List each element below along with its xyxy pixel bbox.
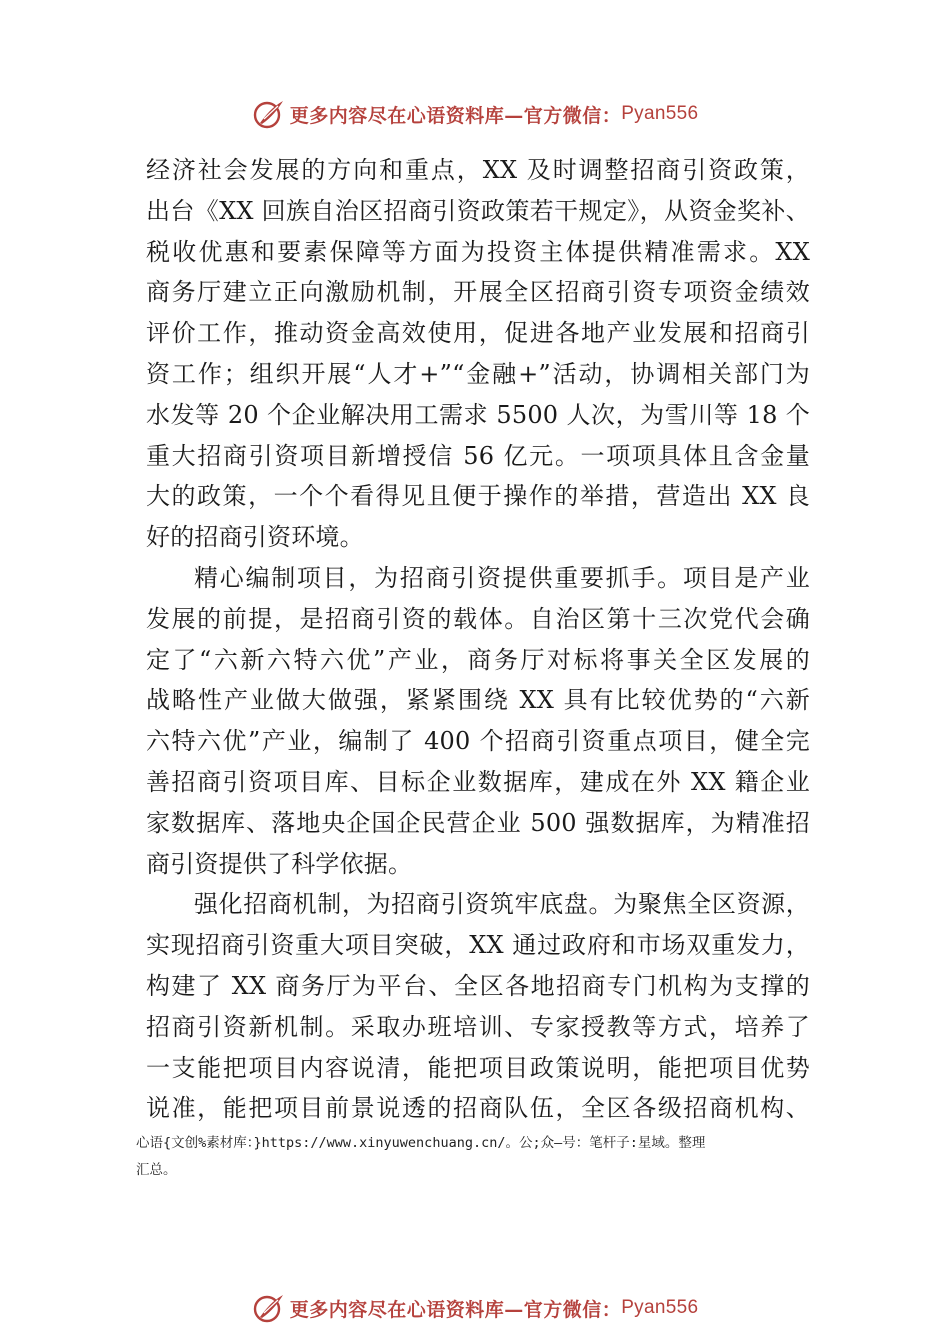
text-line: 定了“六新六特六优”产业，商务厅对标将事关全区发展的	[146, 645, 810, 674]
footnote-line: 心语{文创%素材库：}https://www.xinyuwenchuang.cn/。公;众—号：笔杆子:星域。整理	[136, 1135, 706, 1151]
source-footnote	[136, 1130, 836, 1184]
text-line: 实现招商引资重大项目突破，XX 通过政府和市场双重发力，	[146, 931, 810, 960]
wechat-id: Pyan556	[621, 1297, 699, 1318]
text-line: 评价工作，推动资金高效使用，促进各地产业发展和招商引	[146, 319, 810, 348]
text-line: 招商引资新机制。采取办班培训、专家授教等方式，培养了	[146, 1012, 810, 1041]
quill-logo-icon	[252, 97, 286, 131]
text-line: 说准，能把项目前景说透的招商队伍，全区各级招商机构、	[146, 1094, 810, 1123]
paragraph-3	[146, 884, 810, 1129]
text-line: 善招商引资项目库、目标企业数据库，建成在外 XX 籍企业	[146, 767, 810, 796]
quill-logo-icon	[252, 1291, 286, 1325]
banner-text: 更多内容尽在心语资料库—官方微信：	[289, 104, 622, 127]
text-line: 大的政策，一个个看得见且便于操作的举措，营造出 XX 良	[146, 482, 810, 511]
text-line: 家数据库、落地央企国企民营企业 500 强数据库，为精准招	[146, 808, 810, 837]
text-line: 构建了 XX 商务厅为平台、全区各地招商专门机构为支撑的	[146, 971, 810, 1000]
text-line: 出台《XX 回族自治区招商引资政策若干规定》，从资金奖补、	[146, 196, 810, 225]
text-line: 精心编制项目，为招商引资提供重要抓手。项目是产业	[194, 563, 810, 592]
text-line: 战略性产业做大做强，紧紧围绕 XX 具有比较优势的“六新	[146, 686, 810, 715]
text-line: 好的招商引资环境。	[146, 523, 364, 552]
text-line: 强化招商机制，为招商引资筑牢底盘。为聚焦全区资源，	[194, 890, 810, 919]
text-line: 水发等 20 个企业解决用工需求 5500 人次，为雪川等 18 个	[146, 400, 810, 429]
text-line: 发展的前提，是招商引资的载体。自治区第十三次党代会确	[146, 604, 810, 633]
text-line: 资工作；组织开展“人才+”“金融+”活动，协调相关部门为	[146, 359, 810, 388]
banner-text: 更多内容尽在心语资料库—官方微信：	[289, 1298, 622, 1321]
text-line: 税收优惠和要素保障等方面为投资主体提供精准需求。XX	[146, 237, 810, 266]
paragraph-2	[146, 558, 810, 884]
text-line: 商引资提供了科学依据。	[146, 849, 413, 878]
text-line: 一支能把项目内容说清，能把项目政策说明，能把项目优势	[146, 1053, 810, 1082]
footnote-line: 汇总。	[136, 1162, 177, 1178]
document-body	[146, 150, 810, 1129]
wechat-id: Pyan556	[621, 103, 699, 124]
text-line: 重大招商引资项目新增授信 56 亿元。一项项具体且含金量	[146, 441, 810, 470]
text-line: 经济社会发展的方向和重点，XX 及时调整招商引资政策，	[146, 156, 810, 184]
footer-banner	[0, 1288, 950, 1328]
text-line: 六特六优”产业，编制了 400 个招商引资重点项目，健全完	[146, 727, 810, 756]
header-banner	[0, 94, 950, 134]
text-line: 商务厅建立正向激励机制，开展全区招商引资专项资金绩效	[146, 278, 810, 307]
paragraph-1	[146, 150, 810, 558]
